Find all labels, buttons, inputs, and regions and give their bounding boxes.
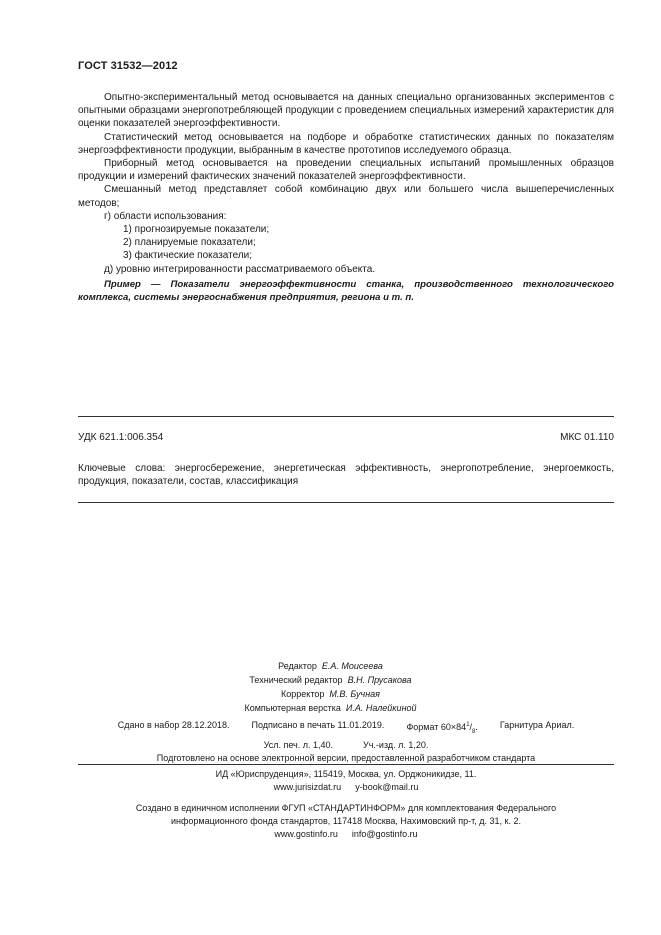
example-note (78, 278, 614, 304)
publisher-address: ИД «Юриспруденция», 115419, Москва, ул. Орджоникидзе, 11. (215, 769, 477, 779)
divider-keywords (78, 502, 614, 503)
sent-date: Сдано в набор 28.12.2018. (117, 720, 230, 730)
publication-row-1 (78, 719, 614, 739)
producer-info (78, 802, 614, 841)
list-subitem-1: 1) прогнозируемые показатели; (123, 224, 270, 236)
typeface: Гарнитура Ариал. (499, 720, 575, 730)
mks-code: МКС 01.110 (560, 432, 614, 443)
paragraph-statistical-method: Статистический метод основывается на подборе и обработке статистических данных по показателям энергоэффективности продукции, выбранным в качестве прототипов исследуемого образца. (78, 131, 614, 156)
pub-sheets: Уч.-изд. л. 1,20. (363, 739, 429, 750)
list-item-d: д) уровню интегрированности рассматриваемого объекта. (104, 263, 376, 275)
publisher-site-link[interactable]: www.jurisizdat.ru (273, 782, 342, 792)
prepared-note: Подготовлено на основе электронной версии, предоставленной разработчиком стандарта (156, 752, 536, 763)
producer-site-link[interactable]: www.gostinfo.ru (274, 829, 338, 839)
divider-publisher (78, 764, 614, 765)
publisher-email-link[interactable]: y-book@mail.ru (355, 782, 419, 792)
example-label: Пример — (104, 278, 161, 290)
publisher-info (78, 768, 614, 794)
document-code: ГОСТ 31532—2012 (78, 60, 178, 72)
keywords: Ключевые слова: энергосбережение, энергетическая эффективность, энергопотребление, энергоемкость, продукция, показатели, состав, классификация (78, 463, 614, 488)
list-item-g: г) области использования: (104, 210, 227, 222)
publication-info (78, 719, 614, 765)
producer-line-2: информационного фонда стандартов, 117418 Москва, Нахимовский пр-т, д. 31, к. 2. (170, 816, 522, 826)
paragraph-mixed-method: Смешанный метод представляет собой комбинацию двух или большего числа вышеперечисленных методов; (78, 184, 614, 209)
staff-list (0, 659, 661, 715)
paper-format: Формат $60\times 84^1/_8$. (406, 722, 478, 735)
paragraph-experimental-method: Опытно-экспериментальный метод основывается на данных специально организованных экспериментов с опытными образцами энергопотребляющей продукции с проведением специальных измерений характеристик для оценки показателей энергоэффективности. (78, 92, 614, 130)
staff-technical-editor: Технический редактор В.Н. Прусакова (249, 675, 412, 685)
paragraph-instrumental-method: Приборный метод основывается на проведении специальных испытаний промышленных образцов продукции и измерений фактических значений показателей энергоэффективности. (78, 158, 614, 183)
udk-code: УДК 621.1:006.354 (78, 432, 164, 443)
main-text (78, 91, 614, 304)
signed-date: Подписано в печать 11.01.2019. (251, 720, 385, 730)
staff-editor: Редактор Е.А. Моисеева (278, 661, 383, 671)
print-sheets: Усл. печ. л. 1,40. (263, 739, 334, 750)
list-subitem-3: 3) фактические показатели; (123, 250, 253, 262)
divider-top (78, 416, 614, 417)
staff-proofreader: Корректор М.В. Бучная (281, 689, 380, 699)
publication-row-2 (78, 739, 614, 752)
list-subitem-2: 2) планируемые показатели; (123, 237, 256, 249)
staff-layout: Компьютерная верстка И.А. Налейкиной (244, 703, 417, 713)
producer-email-link[interactable]: info@gostinfo.ru (351, 829, 418, 839)
producer-line-1: Создано в единичном исполнении ФГУП «СТАНДАРТИНФОРМ» для комплектования Федерального (135, 803, 557, 813)
example-text: Показатели энергоэффективности станка, производственного технологического комплекса, системы энергоснабжения предприятия, региона и т. п. (78, 278, 614, 304)
